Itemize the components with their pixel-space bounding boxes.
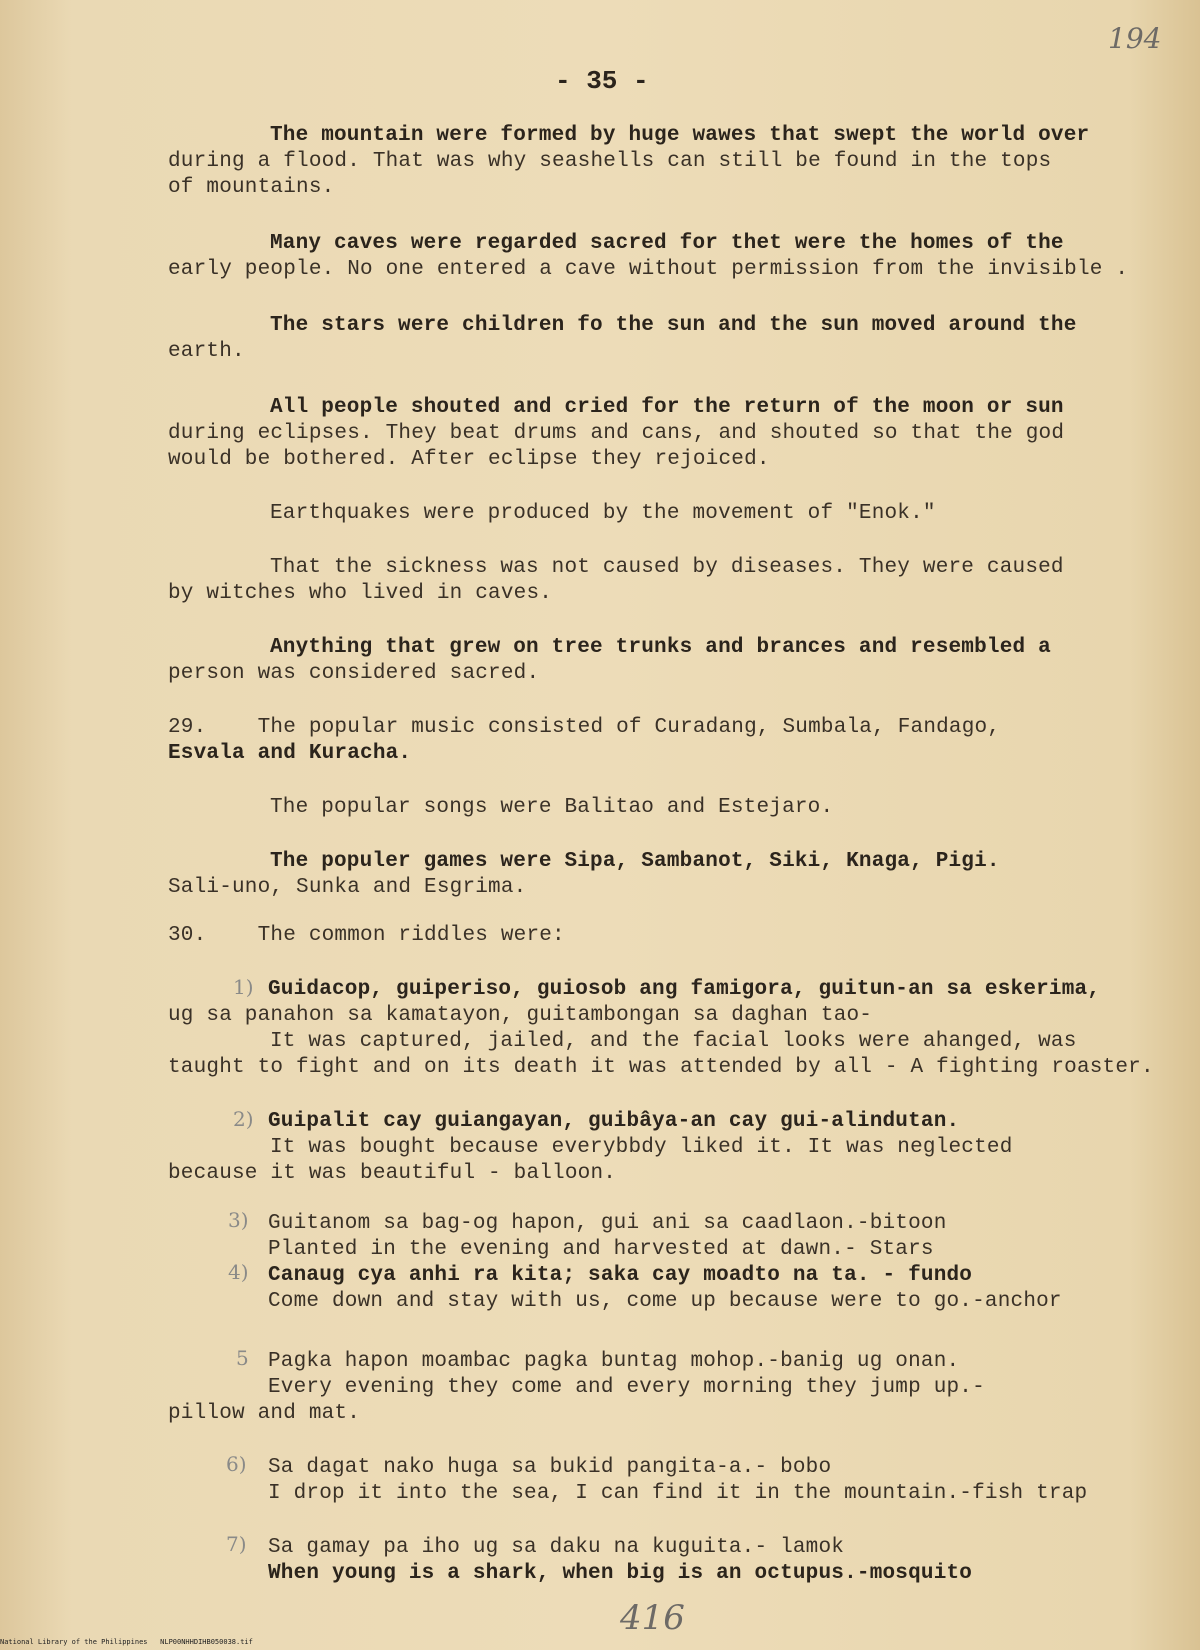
riddle-line: Every evening they come and every morning they jump up.- xyxy=(268,1376,985,1399)
section-29-line: 29. The popular music consisted of Curadang, Sumbala, Fandago, xyxy=(168,716,1001,739)
source-footer: National Library of the Philippines NLP00NHHDIHB050038.tif xyxy=(0,1638,253,1646)
riddle-mark: 4) xyxy=(228,1260,249,1284)
riddle-line: Guitanom sa bag-og hapon, gui ani sa caadlaon.-bitoon xyxy=(268,1212,947,1235)
riddle-mark: 1) xyxy=(233,975,254,999)
riddle-line: Pagka hapon moambac pagka buntag mohop.-banig ug onan. xyxy=(268,1350,960,1373)
text-line: during a flood. That was why seashells can still be found in the tops xyxy=(168,150,1052,173)
riddle-line: Planted in the evening and harvested at dawn.- Stars xyxy=(268,1238,934,1261)
text-line: earth. xyxy=(168,340,245,363)
riddle-mark: 7) xyxy=(226,1532,247,1556)
riddle-line: pillow and mat. xyxy=(168,1402,361,1425)
riddle-mark: 5 xyxy=(236,1346,249,1370)
riddle-line: Come down and stay with us, come up because were to go.-anchor xyxy=(268,1290,1062,1313)
text-line: All people shouted and cried for the return of the moon or sun xyxy=(270,396,1064,419)
text-line: person was considered sacred. xyxy=(168,662,540,685)
riddle-line: taught to fight and on its death it was attended by all - A fighting roaster. xyxy=(168,1056,1154,1079)
text-line: during eclipses. They beat drums and cans, and shouted so that the god xyxy=(168,422,1065,445)
riddle-line: Guipalit cay guiangayan, guibâya-an cay gui-alindutan. xyxy=(268,1110,960,1133)
text-line: Many caves were regarded sacred for thet were the homes of the xyxy=(270,232,1064,255)
text-line: The populer games were Sipa, Sambanot, Siki, Knaga, Pigi. xyxy=(270,850,1000,873)
text-line: Sali-uno, Sunka and Esgrima. xyxy=(168,876,527,899)
page-number: - 35 - xyxy=(555,66,649,96)
riddle-line: I drop it into the sea, I can find it in the mountain.-fish trap xyxy=(268,1482,1088,1505)
text-line: would be bothered. After eclipse they rejoiced. xyxy=(168,448,770,471)
text-line: The mountain were formed by huge wawes that swept the world over xyxy=(270,124,1090,147)
text-line: Esvala and Kuracha. xyxy=(168,742,412,765)
riddle-mark: 6) xyxy=(226,1452,247,1476)
riddle-line: It was bought because everybbdy liked it. It was neglected xyxy=(270,1136,1013,1159)
riddle-mark: 3) xyxy=(228,1208,249,1232)
text-line: The popular songs were Balitao and Estejaro. xyxy=(270,796,834,819)
riddle-line: ug sa panahon sa kamatayon, guitambongan sa daghan tao- xyxy=(168,1004,873,1027)
corner-page-note: 194 xyxy=(1108,22,1162,55)
riddle-mark: 2) xyxy=(233,1107,254,1131)
riddle-line: Sa dagat nako huga sa bukid pangita-a.- bobo xyxy=(268,1456,832,1479)
text-line: of mountains. xyxy=(168,176,335,199)
text-line: Anything that grew on tree trunks and brances and resembled a xyxy=(270,636,1051,659)
text-line: The stars were children fo the sun and the sun moved around the xyxy=(270,314,1077,337)
handwritten-page-number: 416 xyxy=(620,1598,685,1638)
text-line: Earthquakes were produced by the movement of "Enok." xyxy=(270,502,936,525)
text-line: early people. No one entered a cave without permission from the invisible . xyxy=(168,258,1129,281)
riddle-line: Canaug cya anhi ra kita; saka cay moadto na ta. - fundo xyxy=(268,1264,973,1287)
riddle-line: because it was beautiful - balloon. xyxy=(168,1162,617,1185)
riddle-line: Guidacop, guiperiso, guiosob ang famigora, guitun-an sa eskerima, xyxy=(268,978,1101,1001)
text-line: That the sickness was not caused by diseases. They were caused xyxy=(270,556,1064,579)
section-30-line: 30. The common riddles were: xyxy=(168,924,565,947)
riddle-line: Sa gamay pa iho ug sa daku na kuguita.- lamok xyxy=(268,1536,845,1559)
text-line: by witches who lived in caves. xyxy=(168,582,553,605)
riddle-line: When young is a shark, when big is an octupus.-mosquito xyxy=(268,1562,973,1585)
riddle-line: It was captured, jailed, and the facial looks were ahanged, was xyxy=(270,1030,1077,1053)
